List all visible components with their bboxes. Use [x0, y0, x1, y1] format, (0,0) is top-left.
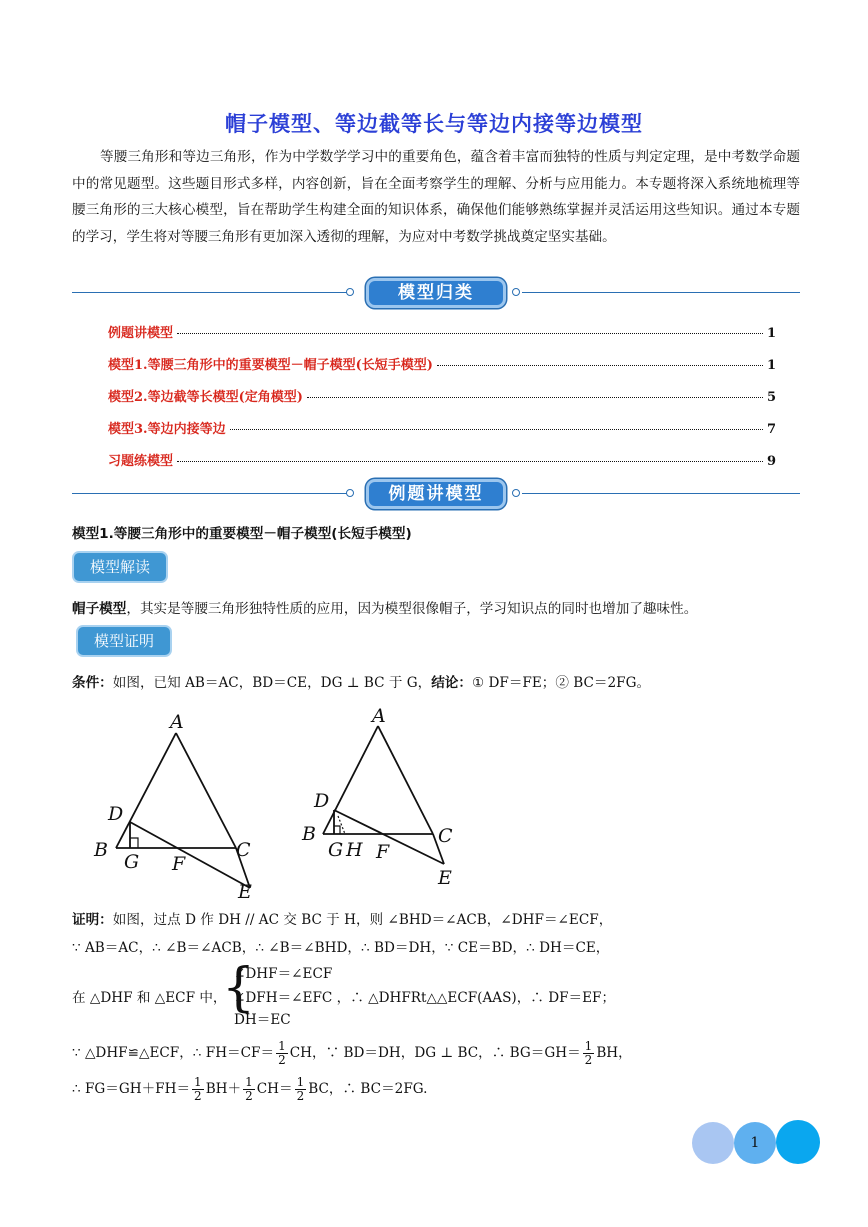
divider-dot-left [346, 288, 354, 296]
banner-examples: 例题讲模型 [366, 479, 506, 509]
label-c: C [236, 839, 251, 861]
label-f: F [376, 841, 390, 863]
toc-item-label: 模型3.等边内接等边 [108, 422, 226, 437]
fraction-half: $\frac{1}{2}$ [245, 1075, 253, 1103]
label-c: C [438, 825, 453, 847]
label-a: A [372, 705, 386, 727]
system-brace: { [222, 958, 256, 1018]
label-h: H [346, 839, 363, 861]
banner-toc: 模型归类 [366, 278, 506, 308]
label-d: D [314, 790, 330, 812]
toc-item-page: 5 [766, 390, 776, 405]
toc-item-label: 模型1.等腰三角形中的重要模型－帽子模型(长短手模型) [108, 358, 433, 373]
toc-item[interactable] [108, 322, 776, 341]
fraction-half: $\frac{1}{2}$ [584, 1039, 593, 1067]
page-decor-circle-left [692, 1122, 734, 1164]
segment-dh [338, 816, 345, 834]
proof-in: 在 △DHF 和 △ECF 中， [72, 990, 227, 1006]
proof-line-1 [72, 908, 612, 928]
toc-item[interactable] [108, 386, 776, 405]
page-decor-circle-right [776, 1120, 820, 1164]
divider-left [72, 493, 348, 494]
conclusion-label: 结论： [431, 675, 472, 691]
label-f: F [172, 853, 186, 875]
toc-item[interactable] [108, 450, 776, 469]
divider-dot-right [512, 288, 520, 296]
proof-line-4: ∵ △DHF≌△ECF，∴ FH＝CF＝ $\frac{1}{2}$ CH，∵ BD＝DH，DG ⊥ BC，∴ BG＝GH＝ $\frac{1}{2}$ BH， [72, 1039, 632, 1067]
divider-dot-right [512, 489, 520, 497]
condition-label: 条件： [72, 675, 113, 691]
intro-paragraph: 等腰三角形和等边三角形，作为中学数学学习中的重要角色，蕴含着丰富而独特的性质与判定定理，是中考数学命题中的常见题型。这些题目形式多样，内容创新，旨在全面考察学生的理解、分析与应用能力。本专题将深入系统地梳理等腰三角形的三大核心模型，旨在帮助学生构建全面的知识体系，确保他们能够熟练掌握并灵活运用这些知识。通过本专题的学习，学生将对等腰三角形有更加深入透彻的理解，为应对中考数学挑战奠定坚实基础。 [72, 149, 800, 245]
toc-item-page: 1 [766, 326, 776, 341]
toc-item-page: 9 [766, 454, 776, 469]
label-a: A [170, 711, 184, 733]
divider-right [522, 292, 800, 293]
label-e: E [438, 867, 452, 889]
label-g: G [124, 851, 140, 873]
proof-label: 证明： [72, 912, 113, 928]
toc-item[interactable] [108, 418, 776, 437]
toc-item-page: 7 [766, 422, 776, 437]
proof-system-2: ∠DFH＝∠EFC ，∴ △DHFRt△△ECF(AAS)，∴ DF＝EF； [234, 990, 616, 1006]
label-b: B [94, 839, 108, 861]
reading-bold: 帽子模型 [72, 601, 127, 617]
proof-text: 如图，过点 D 作 DH // AC 交 BC 于 H，则 ∠BHD＝∠ACB，∠DHF＝∠ECF， [112, 912, 613, 928]
divider-right [522, 493, 800, 494]
fraction-half: $\frac{1}{2}$ [278, 1039, 286, 1067]
divider-dot-left [346, 489, 354, 497]
section-heading: 模型1.等腰三角形中的重要模型－帽子模型(长短手模型) [72, 526, 412, 542]
fraction-half: $\frac{1}{2}$ [194, 1075, 202, 1103]
condition-line [72, 671, 650, 691]
segment-ac [378, 726, 433, 834]
proof-line-2: ∵ AB＝AC，∴ ∠B＝∠ACB，∴ ∠B＝∠BHD，∴ BD＝DH，∵ CE＝BD，∴ DH＝CE， [72, 940, 610, 956]
page-number: 1 [734, 1122, 776, 1164]
page-title: 帽子模型、等边截等长与等边内接等边模型 [225, 111, 643, 136]
segment-de [130, 822, 250, 888]
right-angle-mark [130, 838, 138, 848]
tag-model-proof: 模型证明 [76, 625, 172, 657]
proof-system-3: DH＝EC [234, 1012, 291, 1028]
reading-text: ，其实是等腰三角形独特性质的应用，因为模型很像帽子，学习知识点的同时也增加了趣味性。 [126, 601, 698, 617]
toc-item-label: 例题讲模型 [108, 326, 174, 341]
label-e: E [238, 881, 252, 900]
toc-item-page: 1 [766, 358, 776, 373]
tag-model-reading: 模型解读 [72, 551, 168, 583]
proof-system-1: ∠DHF＝∠ECF [234, 966, 333, 982]
toc-item-label: 习题练模型 [108, 454, 174, 469]
geometry-figures [80, 700, 520, 900]
divider-left [72, 292, 348, 293]
label-b: B [302, 823, 316, 845]
conclusion-text: ① DF＝FE；② BC＝2FG。 [471, 675, 651, 691]
toc-item-label: 模型2.等边截等长模型(定角模型) [108, 390, 303, 405]
label-g: G [328, 839, 344, 861]
reading-paragraph [72, 597, 697, 617]
toc-item[interactable] [108, 354, 776, 373]
label-d: D [108, 803, 124, 825]
fraction-half: $\frac{1}{2}$ [296, 1075, 305, 1103]
proof-line-5: ∴ FG＝GH＋FH＝ $\frac{1}{2}$ BH＋ $\frac{1}{2}$ CH＝ $\frac{1}{2}$ BC，∴ BC＝2FG. [72, 1075, 428, 1103]
condition-text: 如图，已知 AB＝AC，BD＝CE，DG ⊥ BC 于 G， [112, 675, 432, 691]
segment-ac [176, 733, 236, 848]
